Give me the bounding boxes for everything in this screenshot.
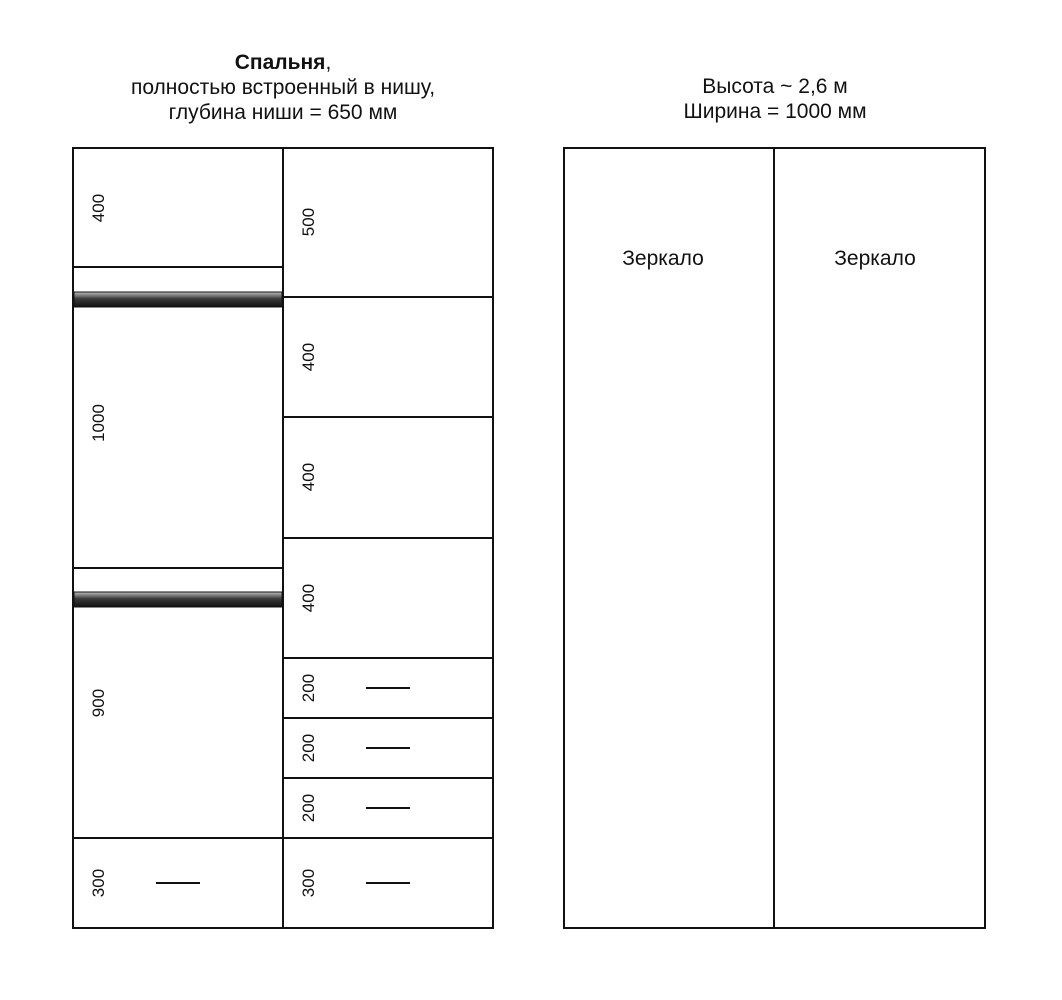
section-label: 200 [299,733,318,763]
section-label: 200 [299,673,318,703]
section-label: 400 [299,342,318,372]
hanging-rail [74,292,282,307]
door-label: Зеркало [622,247,704,270]
section-label: 900 [89,688,108,718]
section-label: 300 [299,868,318,898]
section-label: 500 [299,207,318,237]
width-text: Ширина = 1000 мм [683,100,867,123]
door-label: Зеркало [834,247,916,270]
section-label: 1000 [89,404,108,442]
title-comma: , [325,51,332,74]
hanging-rail [74,592,282,607]
section-label: 200 [299,793,318,823]
height-text: Высота ~ 2,6 м [702,75,848,98]
section-label: 400 [89,193,108,223]
title-line-2: полностью встроенный в нишу, [130,76,436,99]
room-name: Спальня [234,51,326,74]
title-line-3: глубина ниши = 650 мм [168,101,398,124]
section-label: 400 [299,583,318,613]
section-label: 400 [299,462,318,492]
section-label: 300 [89,868,108,898]
interior-frame [73,148,493,928]
